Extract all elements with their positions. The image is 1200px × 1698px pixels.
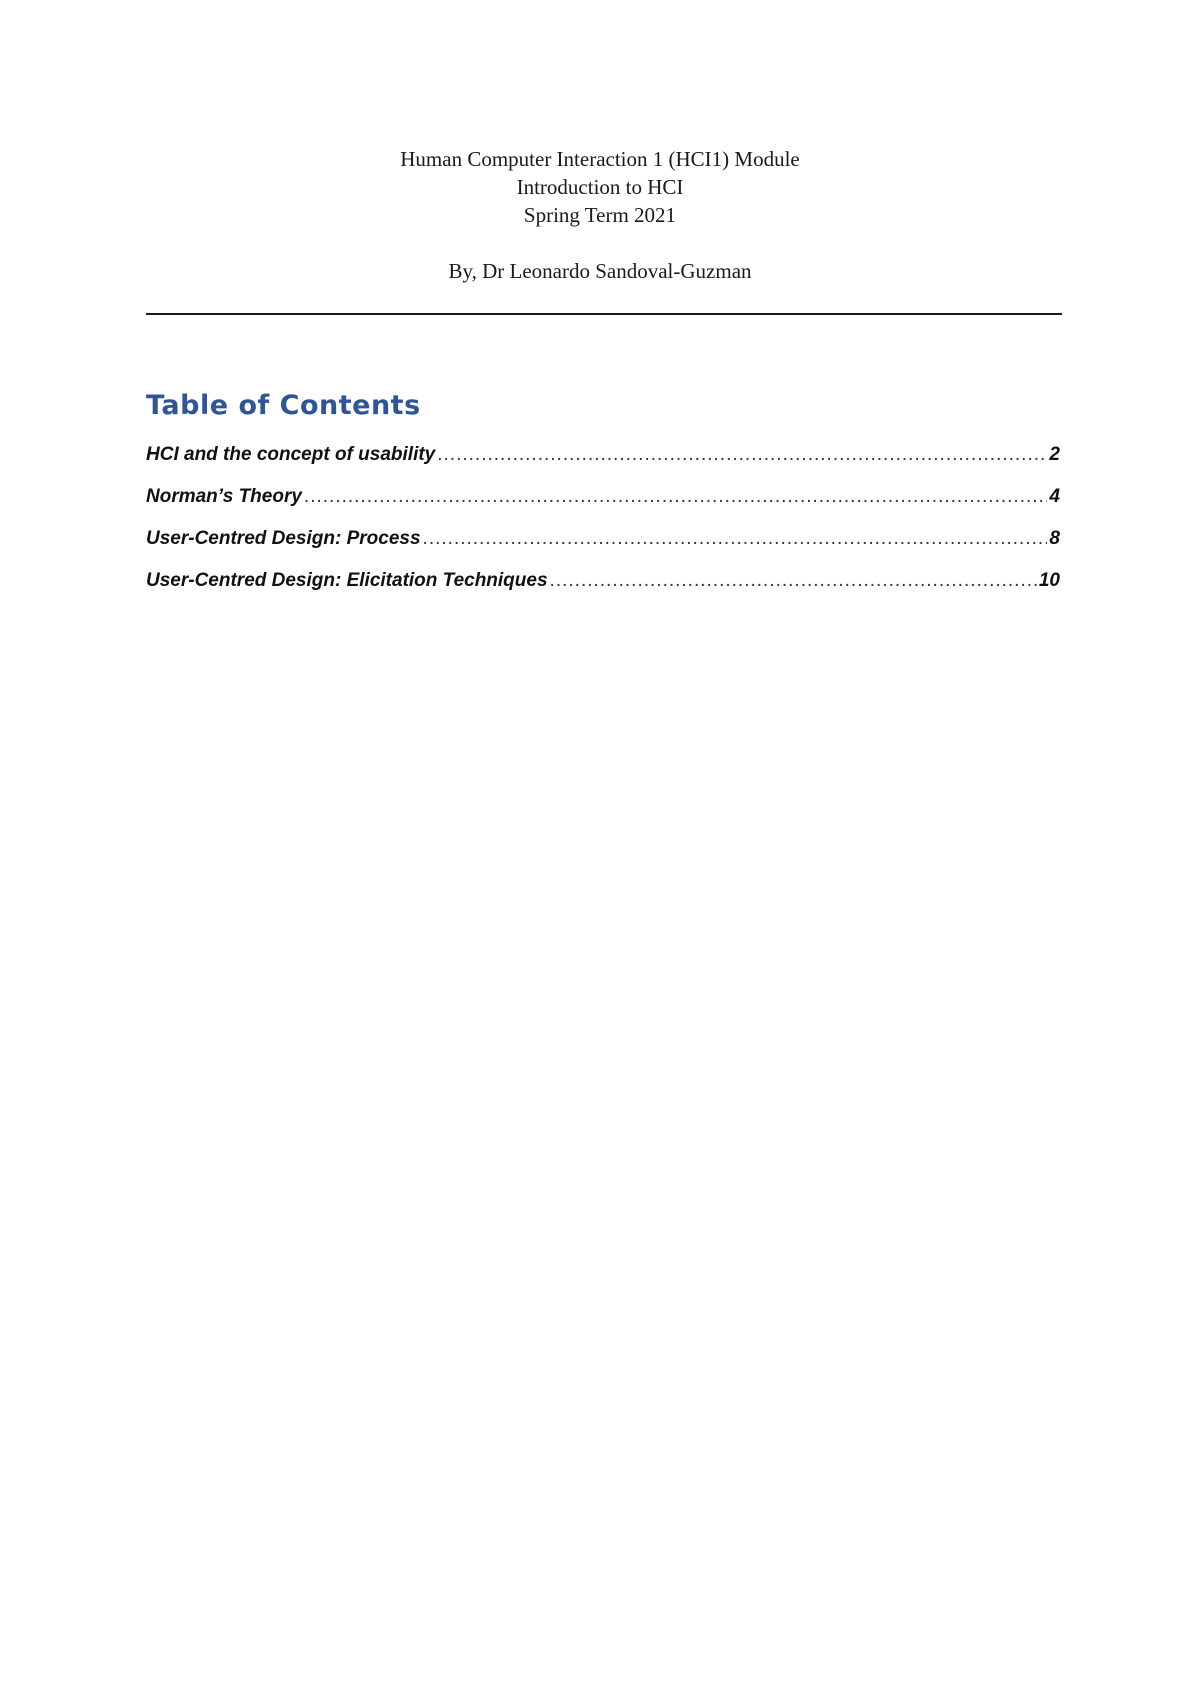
- toc-entry-page-number: 2: [1049, 444, 1060, 465]
- title-block: [0, 145, 1200, 285]
- dot-leader: [550, 570, 1037, 592]
- horizontal-divider: [146, 313, 1062, 315]
- toc-entry-page-number: 4: [1049, 486, 1060, 507]
- toc-entry-page-number: 8: [1049, 528, 1060, 549]
- author-line: By, Dr Leonardo Sandoval-Guzman: [448, 259, 752, 283]
- toc-heading: Table of Contents: [146, 390, 421, 421]
- term-label: Spring Term 2021: [523, 203, 677, 227]
- module-title: Human Computer Interaction 1 (HCI1) Module: [400, 147, 800, 171]
- toc-entry[interactable]: [146, 570, 1060, 612]
- toc-entry-title: User-Centred Design: Elicitation Techniques: [146, 570, 548, 591]
- toc-entry-page-number: 10: [1038, 570, 1060, 591]
- dot-leader: [437, 444, 1047, 466]
- dot-leader: [304, 486, 1048, 508]
- toc-entry-title: User-Centred Design: Process: [146, 528, 421, 549]
- toc-entry-title: HCI and the concept of usability: [146, 444, 436, 465]
- toc-entry[interactable]: [146, 444, 1060, 486]
- document-subtitle: Introduction to HCI: [516, 175, 684, 199]
- toc-entry[interactable]: [146, 528, 1060, 570]
- dot-leader: [423, 528, 1048, 550]
- table-of-contents: [146, 444, 1060, 612]
- toc-entry-title: Norman’s Theory: [146, 486, 302, 507]
- toc-entry[interactable]: [146, 486, 1060, 528]
